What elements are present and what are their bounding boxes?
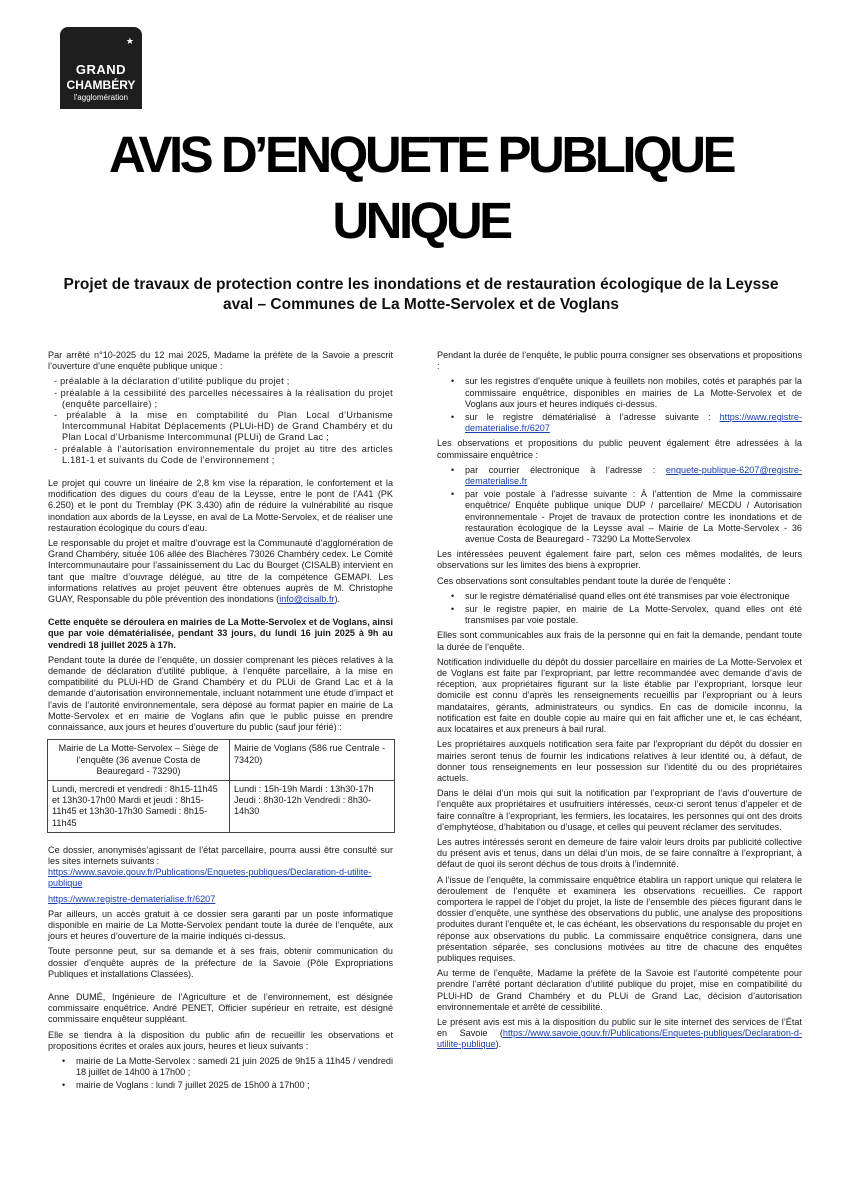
- list-item-text: par courrier électronique à l’adresse :: [465, 464, 666, 475]
- list-item: • sur le registre papier, en mairie de La Motte-Servolex, quand elles ont été transmises par voie postale.: [451, 604, 802, 626]
- decree-paragraph: Par arrêté n°10-2025 du 12 mai 2025, Madame la préfète de la Savoie a prescrit l’ouverture d’une enquête publique unique :: [48, 350, 393, 372]
- websites-paragraph: [48, 845, 393, 890]
- address-paragraph: Les observations et propositions du public peuvent également être adressées à la commissaire enquêtrice :: [437, 438, 802, 460]
- delay-paragraph: Dans le délai d’un mois qui suit la notification par l’expropriant de l’avis d’ouverture de l’enquête aux propriétaires et usufruitiers intéressés, ceux-ci seront tenus d’appeler et de faire connaître à l’expropriant, les fermiers, les locataires, les personnes qui ont des droits d’emphytéose, d’habitation ou d’usage, et celles qui peuvent réclamer des servitudes.: [437, 788, 802, 832]
- savoie-gouv-link[interactable]: https://www.savoie.gouv.fr/Publications/Enquetes-publiques/Declaration-d-utilite-publique: [48, 867, 372, 889]
- project-paragraph: Le projet qui couvre un linéaire de 2,8 km vise la réparation, le confortement et la modification des digues du cours d’eau de la Leysse, entre le pont de l’A41 (PK 6.250) et le pont du Tremblay (PK 3.430) afin de réduire la vulnérabilité au risque inondation aux abords de la Leysse, en aval de La Motte-Servolex, et de réaliser une restauration écologique du cours d’eau.: [48, 478, 393, 533]
- owner-paragraph: [48, 538, 393, 605]
- communicable-paragraph: Elles sont communicables aux frais de la personne qui en fait la demande, pendant toute la durée de l’enquête.: [437, 630, 802, 652]
- star-icon: ★: [125, 36, 134, 46]
- registre-link[interactable]: https://www.registre-dematerialise.fr/6207: [465, 412, 802, 434]
- list-item: • mairie de Voglans : lundi 7 juillet 2025 de 15h00 à 17h00 ;: [62, 1080, 393, 1091]
- list-item: - préalable à la cessibilité des parcelles nécessaires à la réalisation du projet (enquête parcellaire) ;: [54, 387, 393, 409]
- registre-dematerialise-link[interactable]: https://www.registre-dematerialise.fr/6207: [48, 893, 216, 904]
- list-item: - préalable à l’autorisation environnementale du projet au titre des articles L.181-1 et suivants du Code de l’environnement ;: [54, 443, 393, 465]
- table-header-motte-servolex: Mairie de La Motte-Servolex – Siège de l’enquête (36 avenue Costa de Beauregard - 73290): [48, 740, 230, 781]
- table-cell-voglans-hours: Lundi : 15h-19h Mardi : 13h30-17h Jeudi : 8h30-12h Vendredi : 8h30-14h30: [230, 780, 395, 832]
- grand-chambery-logo: [60, 27, 142, 109]
- others-paragraph: Les autres intéressés seront en demeure de faire valoir leurs droits par publicité collective du présent avis et tenus, dans un délai d’un mois, de se faire connaître à l’expropriant, à défaut de quoi ils seront déchus de tous droits à l’indemnité.: [437, 836, 802, 870]
- list-item: • par voie postale à l’adresse suivante : À l’attention de Mme la commissaire enquêtrice/ Enquête publique unique DUP / parcellaire/ MECDU / Autorisation environnementale - Projet de travaux de protection contre les inondations et de restauration écologique de la Leysse aval – Mairie de La Motte-Servolex - 36 avenue Costa de Beauregard - 73290 La MotteServolex: [451, 489, 802, 545]
- contact-channels-list: [451, 465, 802, 545]
- commissioner-paragraph: Anne DUMÉ, Ingénieure de l’Agriculture et de l’environnement, est désignée commissaire enquêtrice. André PENET, Officier supérieur en retraite, est désigné commissaire enquêteur suppléant.: [48, 991, 393, 1025]
- opening-hours-table: [47, 739, 395, 832]
- authority-paragraph: Au terme de l’enquête, Madame la préfète de la Savoie est l’autorité compétente pour prendre l’arrêté portant déclaration d’utilité publique du projet, mise en compatibilité du PLUi-HD de Grand Chambéry et du PLUi de Grand Lac, décision d’autorisation environnementale et arrêté de cessibilité.: [437, 968, 802, 1012]
- table-header-voglans: Mairie de Voglans (586 rue Centrale - 73420): [230, 740, 395, 781]
- owner-text-end: ).: [334, 594, 340, 605]
- list-item: [451, 412, 802, 434]
- left-column: [48, 350, 393, 1096]
- savoie-gouv-link-right[interactable]: https://www.savoie.gouv.fr/Publications/Enquetes-publiques/Declaration-d-utilite-publique: [437, 1028, 802, 1050]
- limits-paragraph: Les intéressées peuvent également faire part, selon ces mêmes modalités, de leurs observations sur les limites des biens à exproprier.: [437, 549, 802, 571]
- prefecture-paragraph: Toute personne peut, sur sa demande et à ses frais, obtenir communication du dossier d’enquête auprès de la préfecture de la Savoie (Pôle Expropriations Publiques et installations Classées).: [48, 946, 393, 979]
- observations-paragraph: Pendant la durée de l’enquête, le public pourra consigner ses observations et propositions :: [437, 350, 802, 372]
- publication-text: Le présent avis est mis à la disposition du public sur le site internet des services de l’État en Savoie (: [437, 1016, 802, 1039]
- free-access-paragraph: Par ailleurs, un accès gratuit à ce dossier sera garanti par un poste informatique disponible en mairie de La Motte-Servolex pendant toute la durée de l’enquête, aux jours et heures d’ouverture de la mairie indiqués ci-dessus.: [48, 908, 393, 942]
- email-link[interactable]: enquete-publique-6207@registre-dematerialise.fr: [465, 464, 802, 487]
- publication-text-end: ).: [495, 1039, 502, 1050]
- list-item: - préalable à la déclaration d’utilité publique du projet ;: [54, 376, 290, 387]
- observation-channels-list: [451, 376, 802, 434]
- notification-paragraph: Notification individuelle du dépôt du dossier parcellaire en mairies de La Motte-Servolex et de Voglans est faite par l’expropriant, par lettre recommandée avec demande d’avis de réception, aux propriétaires figurant sur la liste établie par l’expropriant, lorsque leur domicile est connu d’après les renseignements recueillis par l’expropriant ou à leurs mandataires, gérants, administrateurs ou syndics. En cas de domicile inconnu, la notification est faite en double copie au maire qui en fait afficher une et, le cas échéant, aux locataires et aux preneurs à bail rural.: [437, 656, 802, 735]
- list-item: • sur les registres d’enquête unique à feuillets non mobiles, cotés et paraphés par la commissaire enquêtrice, disponibles en mairies de La Motte-Servolex et de Voglans aux jours et heures indiqués ci-dessus.: [451, 376, 802, 410]
- logo-line-agglomeration: l'agglomération: [73, 93, 128, 102]
- consultable-list: [451, 591, 802, 627]
- report-paragraph: A l’issue de l’enquête, la commissaire enquêtrice établira un rapport unique qui relatera le déroulement de l’enquête et examinera les observations recueillies. Ce rapport comportera le rappel de l’objet du projet, la liste de l’ensemble des pièces figurant dans le dossier d’enquête, une synthèse des observations du public, une analyse des propositions produites durant l’enquête et, le cas échéant, les observations du responsable du projet en réponse aux observations du public. La commissaire enquêtrice consignera, dans une présentation séparée, ses conclusions motivées au titre de chacune des enquêtes publiques requises.: [437, 874, 803, 963]
- owner-text: Le responsable du projet et maître d’ouvrage est la Communauté d’agglomération de Grand Chambéry, située 106 allée des Blachères 73026 Chambéry cedex. Le Comité Intercommunautaire pour l’assainissement du Lac du Bourget (CISALB) intervient en tant que maître d’ouvrage délégué, au titre de la compétence GEMAPI. Les informations relatives au projet peuvent être obtenues auprès de M. Christophe GUAY, Responsable du pôle prévention des inondations (: [48, 538, 393, 605]
- availability-paragraph: Elle se tiendra à la disposition du public afin de recueillir les observations et propositions écrites et orales aux jours, heures et lieux suivants :: [48, 1029, 393, 1051]
- list-item: - préalable à la mise en comptabilité du Plan Local d’Urbanisme Intercommunal Habitat Déplacements (PLUi-HD) de Grand Chambéry et du Plan Local d’Urbanisme Intercommunal (PLUi) de Grand Lac ;: [54, 410, 393, 443]
- publication-paragraph: [437, 1017, 802, 1051]
- dossier-paragraph: Pendant toute la durée de l’enquête, un dossier comprenant les pièces relatives à la demande de déclaration d’utilité publique, à l’enquête parcellaire, à la mise en compatibilité du PLUi-HD de Grand Chambéry et du PLUi de Grand Lac et à la demande d’autorisation environnementale, incluant notamment une étude d’impact et l’avis de l’autorité environnementale, sera déposé au format papier en mairie de La Motte-Servolex et en mairie de Voglans afin que le public puisse en prendre connaissance, aux jours et heures d’ouverture du public (sauf jour férié) :: [48, 654, 393, 733]
- list-item: • mairie de La Motte-Servolex : samedi 21 juin 2025 de 9h15 à 11h45 / vendredi 18 juillet de 14h00 à 17h00 ;: [62, 1056, 393, 1078]
- list-item: • sur le registre dématérialisé quand elles ont été transmises par voie électronique: [451, 591, 802, 602]
- table-cell-motte-servolex-hours: Lundi, mercredi et vendredi : 8h15-11h45 et 13h30-17h00 Mardi et jeudi : 8h15-11h45 et 13h30-17h30 Samedi : 8h15-11h45: [48, 780, 230, 832]
- logo-line-chambery: CHAMBÉRY: [66, 78, 136, 92]
- owners-paragraph: Les propriétaires auxquels notification sera faite par l’expropriant du dépôt du dossier en mairies seront tenus de fournir les indications relatives à leur identité ou, à défaut, de donner tous renseignements en leur possession sur l’identité du ou des propriétaires actuels.: [437, 739, 802, 783]
- cisalb-email-link[interactable]: info@cisalb.fr: [279, 594, 335, 605]
- list-item-text: sur le registre dématérialisé à l’adresse suivante :: [465, 412, 720, 423]
- inquiry-dates-paragraph: Cette enquête se déroulera en mairies de La Motte-Servolex et de Voglans, ainsi que par voie dématérialisée, pendant 33 jours, du lundi 16 juin 2025 à 9h au vendredi 18 juillet 2025 à 17h.: [48, 617, 393, 650]
- consultable-paragraph: Ces observations sont consultables pendant toute la durée de l’enquête :: [437, 575, 731, 586]
- logo-line-grand: GRAND: [75, 62, 127, 77]
- list-item: [451, 465, 802, 487]
- registre-link-paragraph: [48, 894, 393, 905]
- page-title: AVIS D’ENQUETE PUBLIQUE UNIQUE: [108, 126, 734, 249]
- websites-text: Ce dossier, anonymisés’agissant de l’état parcellaire, pourra aussi être consulté sur les sites internets suivants :: [48, 844, 393, 866]
- inquiry-purpose-list: [54, 376, 393, 466]
- right-column: [437, 350, 802, 1055]
- permanences-list: [62, 1056, 393, 1092]
- page-subtitle: Projet de travaux de protection contre les inondations et de restauration écologique de la Leysse aval – Communes de La Motte-Servolex et de Voglans: [63, 276, 779, 313]
